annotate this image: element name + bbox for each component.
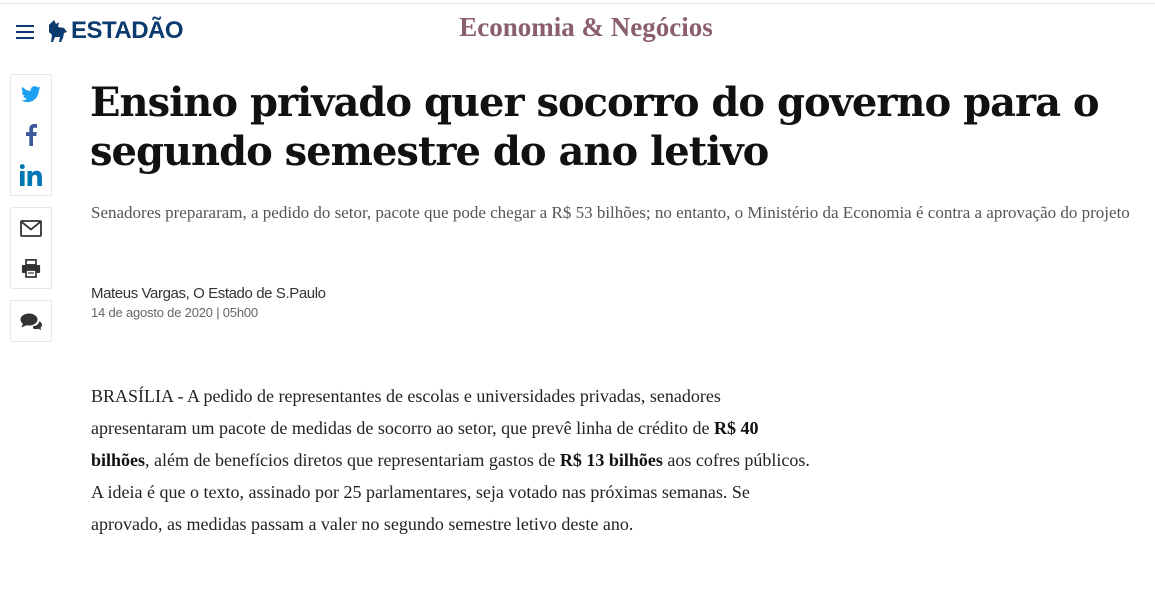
share-sidebar — [10, 74, 52, 353]
site-header — [0, 0, 1155, 60]
print-icon — [21, 259, 41, 278]
comments-group — [10, 300, 52, 342]
comments-button[interactable] — [11, 301, 51, 341]
article-paragraph — [91, 380, 811, 540]
paragraph-text-3: aos cofres públicos. A ideia é que o texto, assinado por 25 parlamentares, seja votado nas próximas semanas. Se aprovado, as medidas passam a valer no segundo semestre letivo deste ano. — [91, 450, 810, 534]
comments-icon — [20, 313, 42, 330]
author-name[interactable]: Mateus Vargas, O Estado de S.Paulo — [91, 285, 326, 302]
social-share-group — [10, 74, 52, 196]
twitter-share-button[interactable] — [11, 75, 51, 115]
byline — [91, 285, 326, 320]
brand-name: ESTADÃO — [71, 17, 184, 44]
twitter-icon — [20, 86, 42, 104]
highlight-cost-amount: R$ 13 bilhões — [559, 450, 663, 470]
email-share-button[interactable] — [11, 208, 51, 248]
paragraph-text-2: , além de benefícios diretos que representariam gastos de — [145, 450, 560, 470]
facebook-share-button[interactable] — [11, 115, 51, 155]
paragraph-text-1: BRASÍLIA - A pedido de representantes de escolas e universidades privadas, senadores apresentaram um pacote de medidas de socorro ao setor, que prevê linha de crédito de — [91, 386, 721, 438]
linkedin-icon — [20, 164, 42, 186]
article-subtitle: Senadores prepararam, a pedido do setor, pacote que pode chegar a R$ 53 bilhões; no entanto, o Ministério da Economia é contra a aprovação do projeto — [91, 203, 1130, 222]
highlight-credit-amount: R$ 40 bilhões — [91, 418, 759, 470]
print-button[interactable] — [11, 248, 51, 288]
article-title: Ensino privado quer socorro do governo para o segundo semestre do ano letivo — [90, 79, 1099, 175]
publish-date: 14 de agosto de 2020 | 05h00 — [91, 305, 258, 320]
utility-share-group — [10, 207, 52, 289]
linkedin-share-button[interactable] — [11, 155, 51, 195]
email-icon — [20, 220, 42, 237]
facebook-icon — [25, 124, 37, 146]
section-title[interactable]: Economia & Negócios — [459, 12, 713, 42]
